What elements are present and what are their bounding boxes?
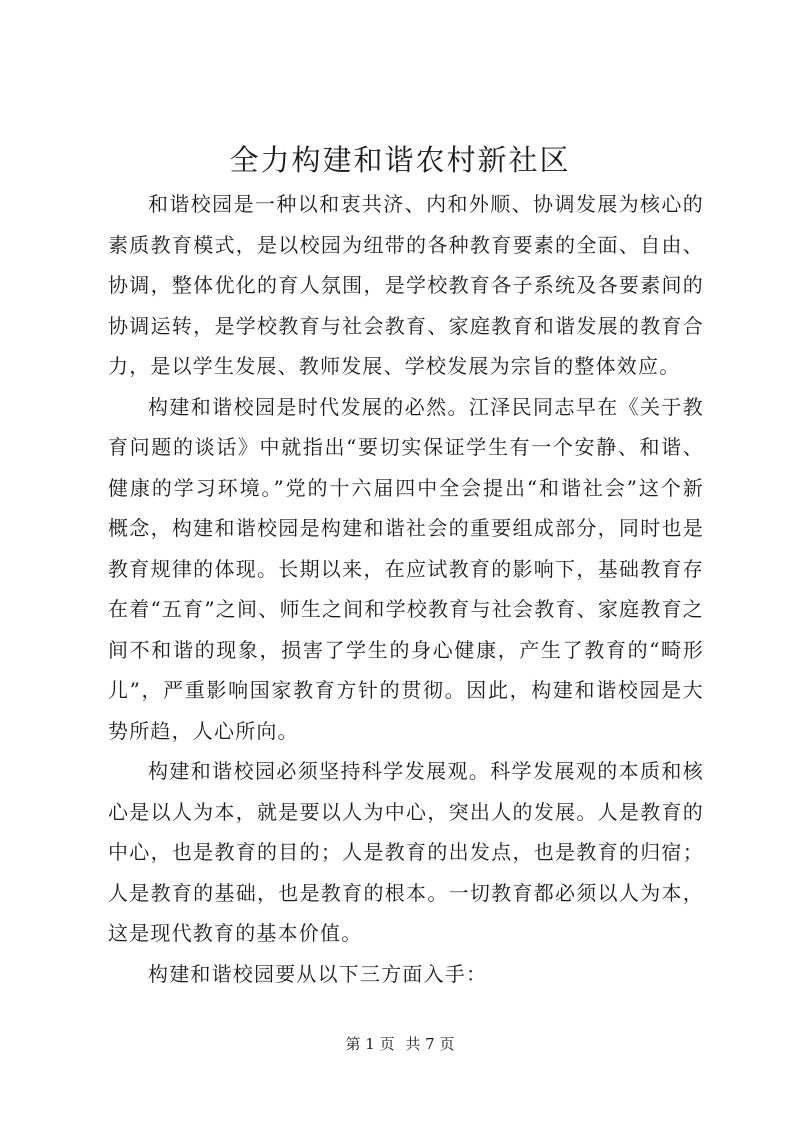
paragraph-2: 构建和谐校园是时代发展的必然。江泽民同志早在《关于教育问题的谈话》中就指出“要切实保证学生有一个安静、和谐、健康的学习环境。”党的十六届四中全会提出“和谐社会”这个新概念，构建和谐校园是构建和谐社会的重要组成部分，同时也是教育规律的体现。长期以来，在应试教育的影响下，基础教育存在着“五育”之间、师生之间和学校教育与社会教育、家庭教育之间不和谐的现象，损害了学生的身心健康，产生了教育的“畸形儿”，严重影响国家教育方针的贯彻。因此，构建和谐校园是大势所趋，人心所向。 <box>108 394 704 743</box>
page-number: 第 1 页 <box>345 1035 395 1053</box>
paragraph-1: 和谐校园是一种以和衷共济、内和外顺、协调发展为核心的素质教育模式，是以校园为纽带的各种教育要素的全面、自由、协调，整体优化的育人氛围，是学校教育各子系统及各要素间的协调运转，是学校教育与社会教育、家庭教育和谐发展的教育合力，是以学生发展、教师发展、学校发展为宗旨的整体效应。 <box>108 192 704 378</box>
page-total: 共 7 页 <box>405 1035 455 1053</box>
paragraph-3: 构建和谐校园必须坚持科学发展观。科学发展观的本质和核心是以人为本，就是要以人为中心，突出人的发展。人是教育的中心，也是教育的目的；人是教育的出发点，也是教育的归宿；人是教育的基础，也是教育的根本。一切教育都必须以人为本，这是现代教育的基本价值。 <box>108 759 704 945</box>
document-title: 全力构建和谐农村新社区 <box>229 143 571 177</box>
paragraph-4: 构建和谐校园要从以下三方面入手： <box>148 961 488 986</box>
page-footer <box>0 1034 800 1054</box>
document-body <box>108 184 704 994</box>
